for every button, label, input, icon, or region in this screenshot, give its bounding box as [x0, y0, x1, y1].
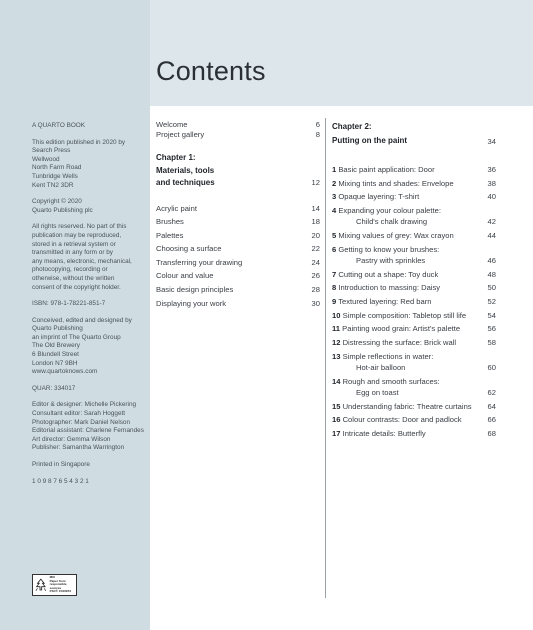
toc-page-number: 24 — [311, 257, 320, 267]
toc-page-number: 48 — [487, 269, 496, 279]
imprint-paragraph: A QUARTO BOOK — [32, 122, 86, 129]
toc-entry-title — [332, 205, 484, 227]
imprint-paragraph: Printed in Singapore — [32, 461, 90, 468]
toc-entry-title — [332, 310, 484, 321]
toc-entry-line — [332, 205, 484, 216]
toc-entry — [332, 323, 496, 334]
toc-entry-title — [332, 244, 484, 266]
toc-page-number: 40 — [487, 192, 496, 202]
toc-entry-text: Getting to know your brushes: — [338, 244, 440, 254]
toc-entry — [332, 191, 496, 202]
toc-entry-line — [332, 164, 484, 175]
toc-entry-title: Acrylic paint — [156, 203, 197, 213]
toc-entry — [156, 130, 320, 140]
toc-entry-line — [332, 296, 484, 307]
toc-page-number: 14 — [311, 203, 320, 213]
toc-entry-line — [332, 216, 484, 227]
imprint-paragraph: 1 0 9 8 7 6 5 4 3 2 1 — [32, 477, 89, 485]
toc-entry-text: Basic paint application: Door — [338, 165, 435, 174]
toc-entry-line — [332, 401, 484, 412]
toc-page-number: 62 — [487, 387, 496, 397]
toc-page-number: 12 — [311, 178, 320, 187]
toc-entry — [332, 230, 496, 241]
toc-entry-text: Distressing the surface: Brick wall — [342, 338, 457, 348]
toc-page-number: 58 — [487, 338, 496, 348]
toc-entry-line — [332, 362, 484, 373]
toc-entry-text: Egg on toast — [356, 387, 399, 397]
toc-page-number: 34 — [487, 136, 496, 146]
toc-entry-line — [332, 230, 484, 241]
toc-page-number: 18 — [311, 217, 320, 227]
project-number: 15 — [332, 401, 341, 411]
chapter-title-line: Chapter 1: — [156, 153, 196, 162]
fsc-logo — [32, 574, 77, 596]
chapter-heading — [332, 120, 496, 148]
imprint-paragraph: All rights reserved. No part of this publication may be reproduced, stored in a retrieval system or transmitted in any form or by any means, electronic, mechanical, photocopying, recording or otherwise, without the written consent of the copyright holder. — [32, 223, 132, 291]
toc-entry — [332, 296, 496, 307]
toc-entry-title — [332, 337, 484, 348]
toc-page-number: 26 — [311, 271, 320, 281]
project-number: 13 — [332, 351, 341, 361]
toc-entry — [156, 120, 320, 130]
toc-entry-title — [332, 376, 484, 398]
toc-entry-title — [332, 401, 484, 412]
toc-entry — [332, 414, 496, 425]
toc-page-number: 60 — [487, 363, 496, 373]
project-number: 4 — [332, 206, 337, 216]
header-band — [150, 0, 533, 106]
toc-entry — [332, 376, 496, 398]
toc-entry-line — [332, 323, 484, 334]
toc-entry — [332, 164, 496, 175]
page-title: Contents — [156, 56, 266, 86]
project-number: 9 — [332, 297, 337, 307]
imprint-paragraph: QUAR: 334017 — [32, 384, 76, 392]
project-number: 8 — [332, 283, 337, 293]
toc-entry-title: Palettes — [156, 230, 184, 240]
toc-entry — [156, 269, 320, 283]
chapter-title-line: Chapter 2: — [332, 122, 372, 131]
toc-page-number: 44 — [487, 231, 496, 241]
toc-entry — [332, 428, 496, 439]
fsc-logo-text: MIX Paper from responsible sources FSC® C016973 — [49, 575, 71, 594]
toc-entry-title — [332, 178, 484, 189]
toc-entry — [156, 297, 320, 311]
toc-entry — [332, 337, 496, 348]
toc-entry — [332, 269, 496, 280]
chapter-title-line: and techniques — [156, 178, 215, 187]
toc-entry-text: Cutting out a shape: Toy duck — [338, 269, 439, 279]
toc-entry-line — [332, 428, 484, 439]
project-number: 17 — [332, 429, 341, 439]
toc-page-number: 50 — [487, 283, 496, 293]
toc-entry-text: Textured layering: Red barn — [338, 297, 432, 307]
toc-page-number: 42 — [487, 217, 496, 227]
toc-page-number: 30 — [311, 298, 320, 308]
toc-entry-line — [332, 387, 484, 398]
toc-entry — [332, 244, 496, 266]
toc-entry-title — [332, 282, 484, 293]
contents-column-2 — [332, 120, 496, 442]
toc-entry-text: Introduction to massing: Daisy — [338, 283, 441, 293]
toc-entry-text: Intricate details: Butterfly — [342, 429, 426, 439]
imprint-paragraph: Conceived, edited and designed by Quarto Publishing an imprint of The Quarto Group The Old Brewery 6 Blundell Street London N7 9BH www.quartoknows.com — [32, 316, 132, 376]
project-number: 12 — [332, 338, 341, 348]
toc-entry-title: Brushes — [156, 217, 184, 227]
toc-entry-line — [332, 244, 484, 255]
imprint-paragraph: Copyright © 2020 Quarto Publishing plc — [32, 198, 93, 214]
toc-page-number: 28 — [311, 285, 320, 295]
contents-column-1 — [156, 120, 320, 310]
project-number: 16 — [332, 415, 341, 425]
toc-page-number: 56 — [487, 324, 496, 334]
toc-entry-title: Colour and value — [156, 271, 214, 281]
project-number: 14 — [332, 376, 341, 386]
toc-entry-line — [332, 269, 484, 280]
project-number: 5 — [332, 231, 337, 241]
project-number: 2 — [332, 178, 337, 188]
toc-entry-text: Pastry with sprinkles — [356, 255, 426, 265]
toc-entry-title — [332, 269, 484, 280]
toc-entry — [156, 215, 320, 229]
chapter-heading — [156, 152, 320, 190]
toc-entry-text: Colour contrasts: Door and padlock — [342, 415, 462, 425]
toc-entry-title: Basic design principles — [156, 285, 234, 295]
chapter-title — [332, 120, 484, 148]
imprint-block — [32, 122, 144, 494]
toc-page-number: 46 — [487, 255, 496, 265]
chapter-title — [156, 152, 308, 190]
toc-entry-text: Painting wood grain: Artist's palette — [342, 324, 461, 334]
toc-entry-title: Welcome — [156, 120, 188, 129]
toc-page-number: 54 — [487, 310, 496, 320]
imprint-paragraph: ISBN: 978-1-78221-851-7 — [32, 300, 106, 308]
toc-entry-title — [332, 230, 484, 241]
project-number: 7 — [332, 269, 337, 279]
project-number: 11 — [332, 324, 341, 334]
toc-entry-title — [332, 323, 484, 334]
toc-page-number: 8 — [315, 130, 320, 139]
toc-entry-title — [332, 164, 484, 175]
toc-entry — [156, 242, 320, 256]
project-number: 3 — [332, 192, 337, 202]
toc-entry — [156, 202, 320, 216]
toc-entry — [332, 310, 496, 321]
toc-entry-text: Understanding fabric: Theatre curtains — [342, 401, 472, 411]
project-number: 1 — [332, 165, 337, 174]
toc-entry-line — [332, 255, 484, 266]
toc-entry — [332, 351, 496, 373]
toc-page-number: 52 — [487, 297, 496, 307]
chapter-title-line: Materials, tools — [156, 165, 215, 175]
toc-page-number: 36 — [487, 165, 496, 174]
toc-entry-title: Project gallery — [156, 130, 205, 139]
toc-entry-title — [332, 414, 484, 425]
toc-entry-title: Choosing a surface — [156, 244, 222, 254]
toc-entry — [332, 205, 496, 227]
toc-entry — [156, 229, 320, 243]
toc-entry — [332, 178, 496, 189]
toc-entry-title — [332, 296, 484, 307]
toc-entry — [332, 282, 496, 293]
project-number: 6 — [332, 244, 337, 254]
toc-entry-line — [332, 310, 484, 321]
toc-entry-text: Simple composition: Tabletop still life — [342, 310, 467, 320]
toc-entry-text: Expanding your colour palette: — [338, 206, 441, 216]
toc-entry-line — [332, 282, 484, 293]
toc-entry-title — [332, 351, 484, 373]
column-divider — [325, 118, 326, 598]
toc-entry-text: Mixing values of grey: Wax crayon — [338, 231, 454, 241]
toc-entry-line — [332, 351, 484, 362]
fsc-tree-icon — [35, 577, 47, 593]
chapter-title-line: Putting on the paint — [332, 136, 408, 145]
toc-entry-text: Mixing tints and shades: Envelope — [338, 178, 454, 188]
toc-entry-line — [332, 414, 484, 425]
imprint-paragraph: This edition published in 2020 by Search Press Wellwood North Farm Road Tunbridge Wells Kent TN2 3DR — [32, 138, 126, 189]
toc-page-number: 20 — [311, 230, 320, 240]
toc-entry-title — [332, 191, 484, 202]
toc-page-number: 38 — [487, 178, 496, 188]
toc-entry-line — [332, 337, 484, 348]
toc-entry-title: Displaying your work — [156, 298, 227, 308]
project-number: 10 — [332, 310, 341, 320]
toc-entry — [332, 401, 496, 412]
toc-entry-line — [332, 376, 484, 387]
toc-entry-line — [332, 191, 484, 202]
toc-entry — [156, 283, 320, 297]
toc-entry-text: Rough and smooth surfaces: — [342, 376, 440, 386]
toc-page-number: 6 — [315, 120, 320, 129]
toc-entry-text: Simple reflections in water: — [342, 351, 434, 361]
toc-entry-title: Transferring your drawing — [156, 257, 243, 267]
toc-entry-line — [332, 178, 484, 189]
toc-page-number: 22 — [311, 244, 320, 254]
toc-entry-text: Hot-air balloon — [356, 363, 406, 373]
toc-entry — [156, 256, 320, 270]
toc-entry-text: Opaque layering: T-shirt — [338, 192, 420, 202]
toc-page-number: 68 — [487, 429, 496, 439]
toc-entry-text: Child's chalk drawing — [356, 217, 428, 227]
toc-entry-title — [332, 428, 484, 439]
toc-page-number: 64 — [487, 401, 496, 411]
imprint-paragraph: Editor & designer: Michelle Pickering Consultant editor: Sarah Hoggett Photographer: Mark Daniel Nelson Editorial assistant: Charlene Fernandes Art director: Gemma Wilson Publisher: Samantha Warrington — [32, 401, 144, 452]
toc-page-number: 66 — [487, 415, 496, 425]
